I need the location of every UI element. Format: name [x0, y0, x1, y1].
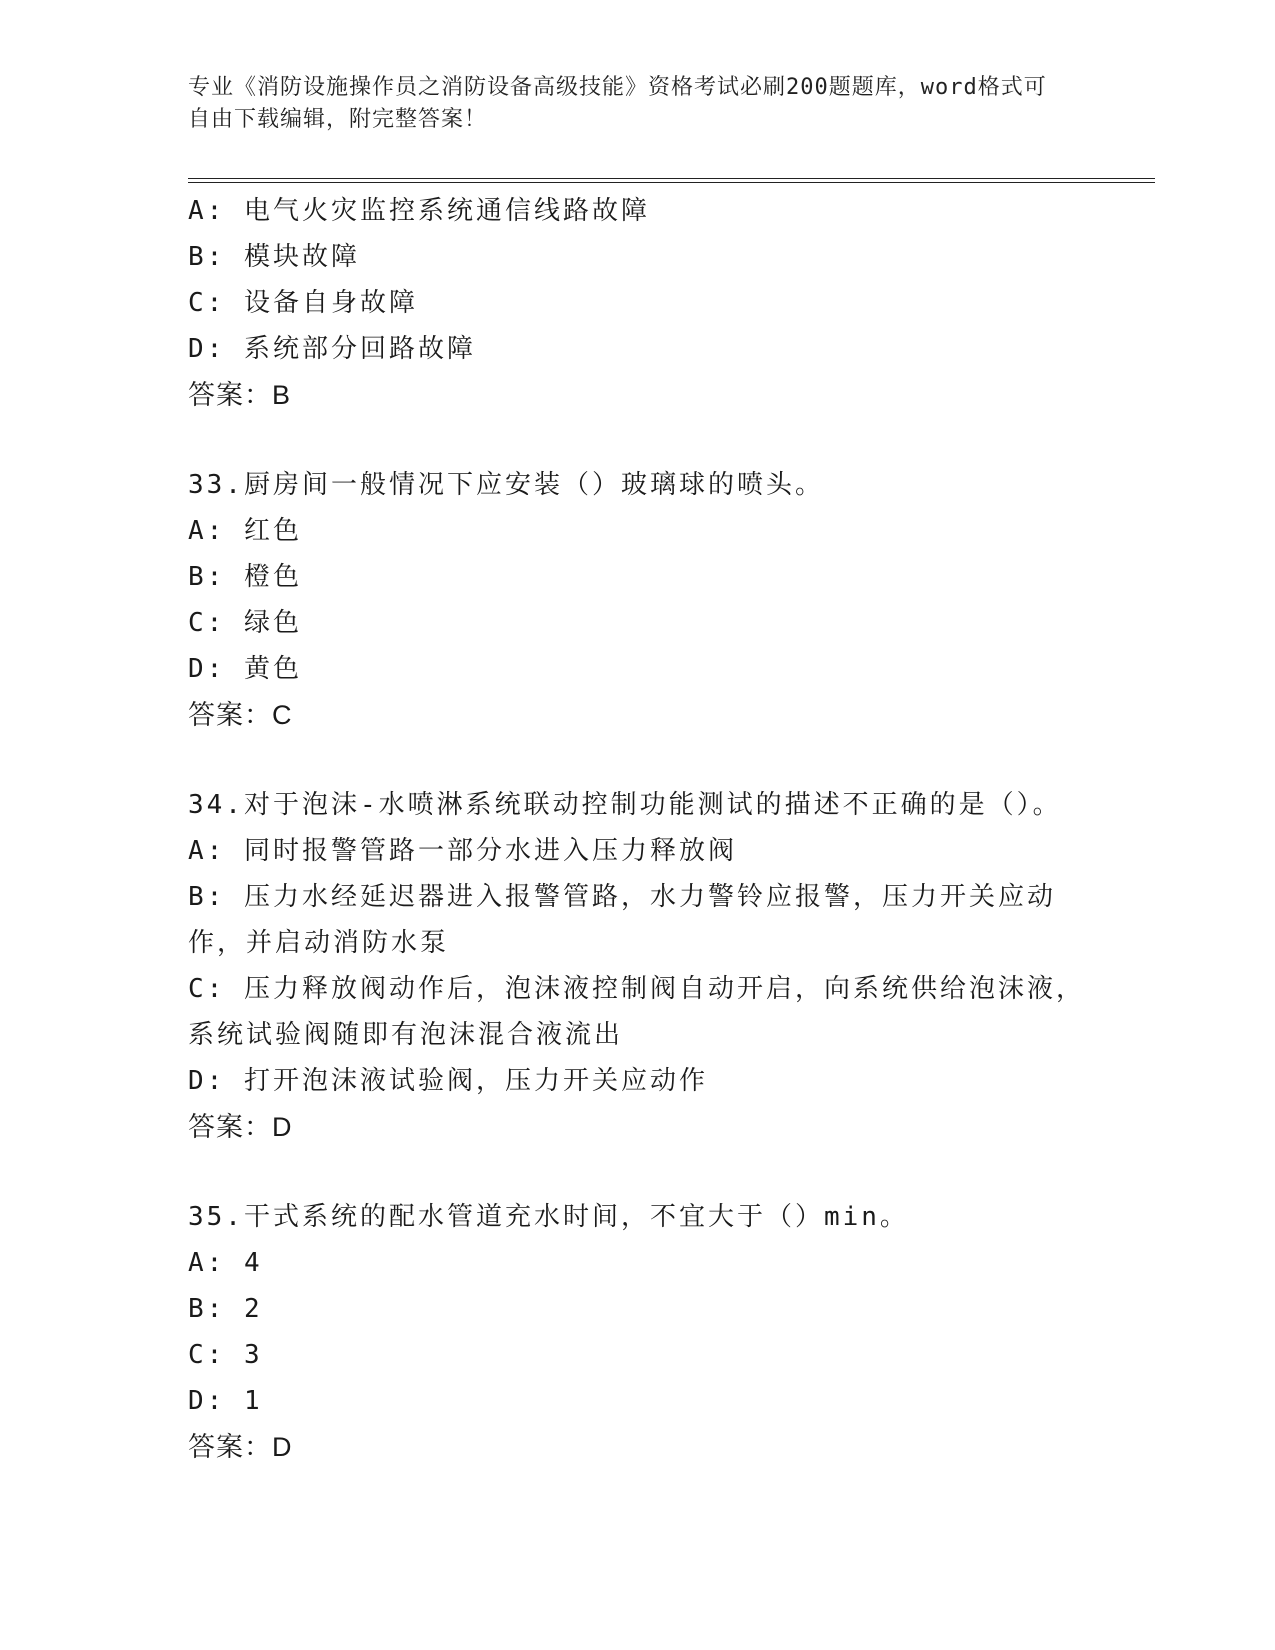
header-divider	[188, 178, 1155, 183]
answer-line: 答案：B	[188, 380, 292, 410]
option-b: B: 橙色	[188, 562, 302, 592]
option-b: B: 2	[188, 1294, 263, 1324]
option-d: D: 1	[188, 1386, 263, 1416]
answer-line: 答案：D	[188, 1112, 293, 1142]
question-block-33	[188, 462, 1088, 738]
option-a: A: 4	[188, 1248, 263, 1278]
question-block-34	[188, 782, 1088, 1150]
option-a: A: 同时报警管路一部分水进入压力释放阀	[188, 836, 737, 866]
question-title: 33.厨房间一般情况下应安装（）玻璃球的喷头。	[188, 470, 824, 500]
document-body	[188, 188, 1088, 1470]
question-block-32	[188, 188, 1088, 418]
option-d: D: 黄色	[188, 654, 302, 684]
option-a: A: 红色	[188, 516, 302, 546]
option-c: C: 设备自身故障	[188, 288, 418, 318]
question-block-35	[188, 1194, 1088, 1470]
answer-line: 答案：C	[188, 700, 293, 730]
option-d: D: 打开泡沫液试验阀，压力开关应动作	[188, 1066, 708, 1096]
option-a: A: 电气火灾监控系统通信线路故障	[188, 196, 650, 226]
option-c: C: 3	[188, 1340, 263, 1370]
question-title: 35.干式系统的配水管道充水时间，不宜大于（）min。	[188, 1202, 909, 1232]
option-b: B: 压力水经延迟器进入报警管路，水力警铃应报警，压力开关应动作，并启动消防水泵	[188, 882, 1056, 958]
answer-line: 答案：D	[188, 1432, 293, 1462]
option-d: D: 系统部分回路故障	[188, 334, 476, 364]
option-b: B: 模块故障	[188, 242, 360, 272]
document-header: 专业《消防设施操作员之消防设备高级技能》资格考试必刷200题题库，word格式可自由下载编辑，附完整答案！	[188, 75, 1047, 132]
option-c: C: 压力释放阀动作后，泡沫液控制阀自动开启，向系统供给泡沫液，系统试验阀随即有泡沫混合液流出	[188, 974, 1085, 1050]
option-c: C: 绿色	[188, 608, 302, 638]
question-title: 34.对于泡沫-水喷淋系统联动控制功能测试的描述不正确的是（）。	[188, 790, 1062, 820]
